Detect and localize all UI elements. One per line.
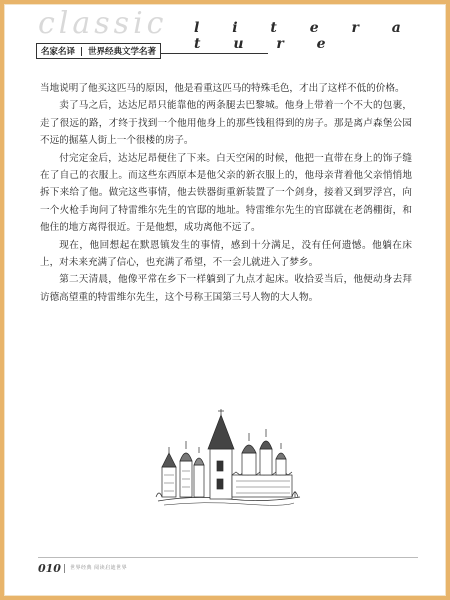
paragraph-2: 卖了马之后，达达尼昂只能靠他的两条腿去巴黎城。他身上带着一个不大的包裹，走了很远的路，才终于找到一个他用他身上的那些钱租得到的房子。那是离卢森堡公园不远的掘墓人街上一个很楼的房子。 — [40, 100, 412, 147]
paragraph-1: 当地说明了他买这匹马的原因，他是看重这匹马的特殊毛色，才出了这样不低的价格。 — [40, 83, 405, 94]
paragraph-4: 现在，他回想起在默恩镇发生的事情，感到十分满足，没有任何遗憾。他躺在床上，对未来充满了信心，也充满了希望，不一会儿就进入了梦乡。 — [40, 239, 412, 269]
series-badge-right: 世界经典文学名著 — [88, 47, 157, 57]
footer-separator — [64, 564, 65, 573]
paragraph-5: 第二天清晨，他像平常在乡下一样躺到了九点才起床。收拾妥当后，他便动身去拜访德高望重的特雷维尔先生，这个号称王国第三号人物的大人物。 — [40, 274, 412, 303]
book-page — [4, 4, 446, 596]
body-text — [40, 80, 412, 306]
header-decor-classic: classic — [38, 6, 168, 41]
page-number: 010 — [38, 562, 61, 575]
series-badge — [36, 43, 161, 59]
header-decor-literature: l i t e r a t u r e — [194, 20, 415, 52]
series-badge-left: 名家名译 — [41, 47, 76, 57]
footer-note: 世界经典 阅读启迪世界 — [70, 565, 128, 571]
footer-rule — [38, 557, 418, 558]
badge-divider — [81, 47, 82, 56]
paragraph-3: 付完定金后，达达尼昂便住了下来。白天空闲的时候，他把一直带在身上的饰子缝在了自己的衣服上。而这些东西原本是他父亲的新衣服上的，他母亲背着他父亲悄悄地拆下来给了他。做完这些事情，他去铁器街重新装置了一个剑身，接着又到罗浮宫，向一个火枪手询问了特雷维尔先生的官邸的地址。特雷维尔先生的官邸就在老鸽棚街，和他住的地方离得很近。于是他想，成功离他不远了。 — [40, 152, 412, 234]
castle-illustration — [154, 409, 304, 509]
